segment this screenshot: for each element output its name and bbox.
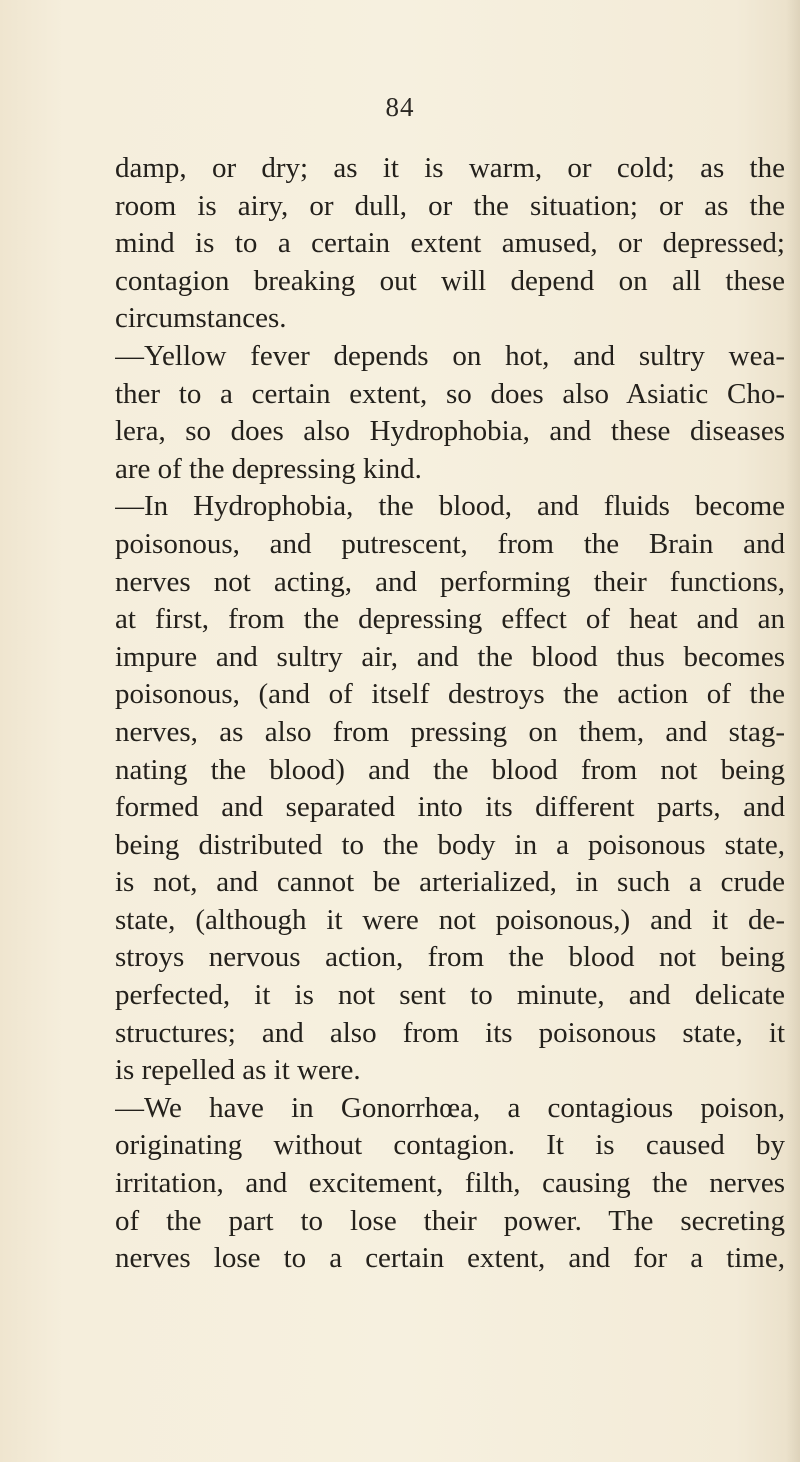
text-line: originating without contagion. It is caused by — [115, 1129, 785, 1162]
text-line: state, (although it were not poisonous,) and it de- — [115, 903, 785, 936]
text-line: nerves not acting, and performing their functions, — [115, 565, 785, 598]
text-line: ther to a certain extent, so does also Asiatic Cho- — [115, 377, 785, 410]
text-line: nerves, as also from pressing on them, and stag- — [115, 715, 785, 748]
text-line: irritation, and excitement, filth, causing the nerves — [115, 1167, 785, 1200]
text-line: circumstances. — [115, 302, 287, 335]
text-line: is repelled as it were. — [115, 1054, 361, 1087]
text-line: —We have in Gonorrhœa, a contagious poison, — [115, 1091, 785, 1124]
text-line: damp, or dry; as it is warm, or cold; as the — [115, 152, 785, 184]
text-line: of the part to lose their power. The secreting — [115, 1204, 785, 1237]
text-line: being distributed to the body in a poisonous state, — [115, 828, 785, 861]
text-line: impure and sultry air, and the blood thus becomes — [115, 640, 785, 673]
text-line: poisonous, (and of itself destroys the action of the — [115, 678, 785, 711]
page-edge-shadow — [786, 0, 800, 1462]
text-line: structures; and also from its poisonous state, it — [115, 1016, 785, 1049]
text-line: nerves lose to a certain extent, and for a time, — [115, 1242, 785, 1275]
text-line: is not, and cannot be arterialized, in such a crude — [115, 866, 785, 899]
text-line: stroys nervous action, from the blood not being — [115, 941, 785, 974]
text-line: mind is to a certain extent amused, or depressed; — [115, 227, 785, 260]
text-line: at first, from the depressing effect of heat and an — [115, 603, 785, 636]
text-line: nating the blood) and the blood from not being — [115, 753, 785, 786]
text-line: formed and separated into its different parts, and — [115, 791, 785, 824]
text-line: perfected, it is not sent to minute, and delicate — [115, 979, 785, 1012]
text-line: room is airy, or dull, or the situation; or as the — [115, 189, 785, 222]
page-number: 84 — [385, 92, 415, 122]
text-line: lera, so does also Hydrophobia, and these diseases — [115, 415, 785, 448]
text-line: —In Hydrophobia, the blood, and fluids become — [115, 490, 785, 523]
text-line: contagion breaking out will depend on all these — [115, 264, 785, 297]
body-text — [115, 150, 785, 1278]
text-line: are of the depressing kind. — [115, 452, 422, 485]
text-line: —Yellow fever depends on hot, and sultry wea- — [115, 339, 785, 372]
text-line: poisonous, and putrescent, from the Brain and — [115, 527, 785, 560]
